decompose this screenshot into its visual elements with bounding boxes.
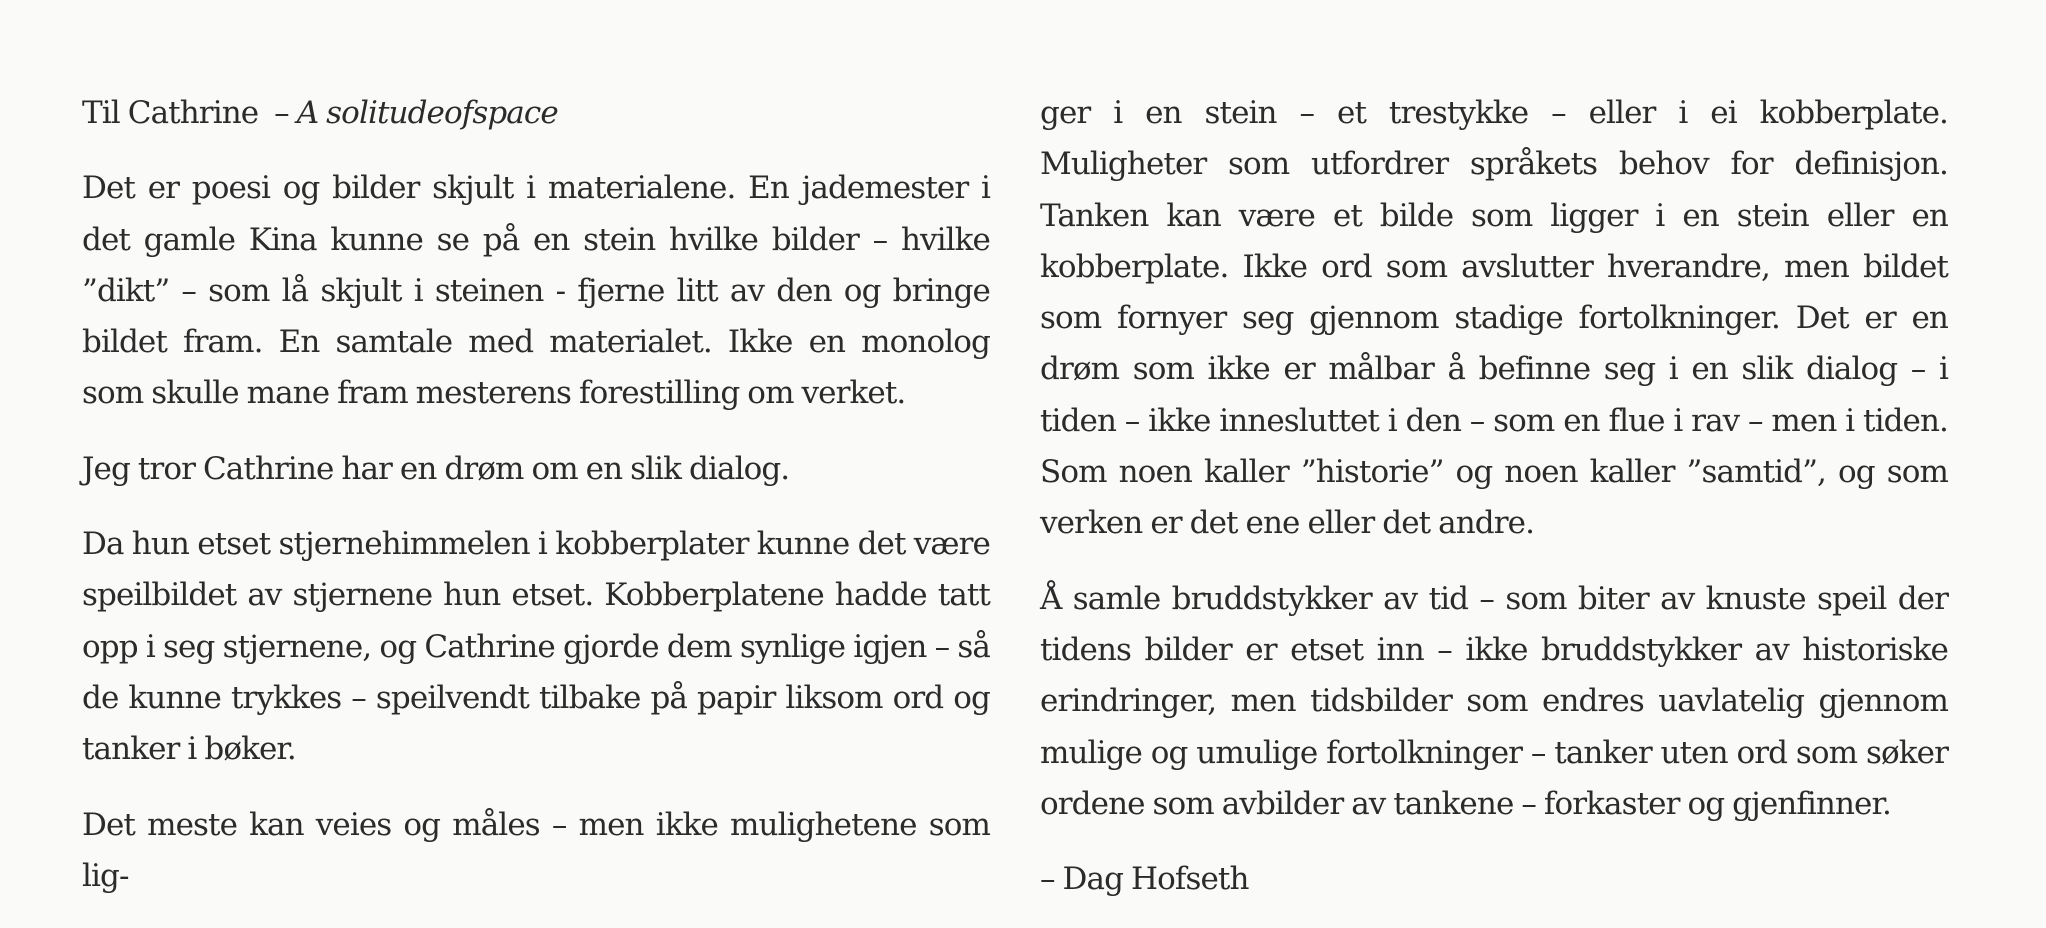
document-heading [82, 88, 990, 139]
paragraph-star-etching: Da hun etset stjernehimmelen i kobberplater kunne det være speilbildet av stjernene hun etset. Kobberplatene hadde tatt opp i seg stjernene, og Cathrine gjorde dem synlige igjen – så de kunne trykkes – speilvendt tilbake på papir liksom ord og tanker i bøker. [82, 526, 990, 768]
heading-subtitle: A solitudeofspace [296, 95, 558, 131]
author-signature: – Dag Hofseth [1040, 861, 1249, 898]
heading-recipient: Til Cathrine [82, 95, 259, 131]
left-column [82, 88, 990, 926]
paragraph-jade-master: Det er poesi og bilder skjult i materialene. En jademester i det gamle Kina kunne se på en stein hvilke bilder – hvilke ”dikt” – som lå skjult i steinen - fjerne litt av den og bringe bildet fram. En samtale med materialet. Ikke en monolog som skulle mane fram mesterens forestilling om verket. [82, 170, 990, 412]
paragraph-dialog-dream: Jeg tror Cathrine har en drøm om en slik dialog. [82, 450, 790, 487]
paragraph-fragments-of-time: Å samle bruddstykker av tid – som biter av knuste speil der tidens bilder er etset inn – ikke bruddstykker av historiske erindringer, men tidsbilder som endres uavlatelig gjennom mulige og umulige fortolkninger – tanker uten ord som søker ordene som avbilder av tankene – forkaster og gjenfinner. [1040, 580, 1948, 822]
paragraph-possibilities-start: Det meste kan veies og måles – men ikke mulighetene som lig- [82, 806, 990, 894]
paragraph-possibilities-continued: ger i en stein – et trestykke – eller i ei kobberplate. Muligheter som utfordrer språkets behov for definisjon. Tanken kan være et bilde som ligger i en stein eller en kobberplate. Ikke ord som avslutter hverandre, men bildet som fornyer seg gjennom stadige fortolkninger. Det er en drøm som ikke er målbar å befinne seg i en slik dialog – i tiden – ikke innesluttet i den – som en flue i rav – men i tiden. Som noen kaller ”historie” og noen kaller ”samtid”, og som verken er det ene eller det andre. [1040, 95, 1948, 542]
right-column [1040, 88, 1948, 905]
heading-dash: – [274, 95, 289, 131]
